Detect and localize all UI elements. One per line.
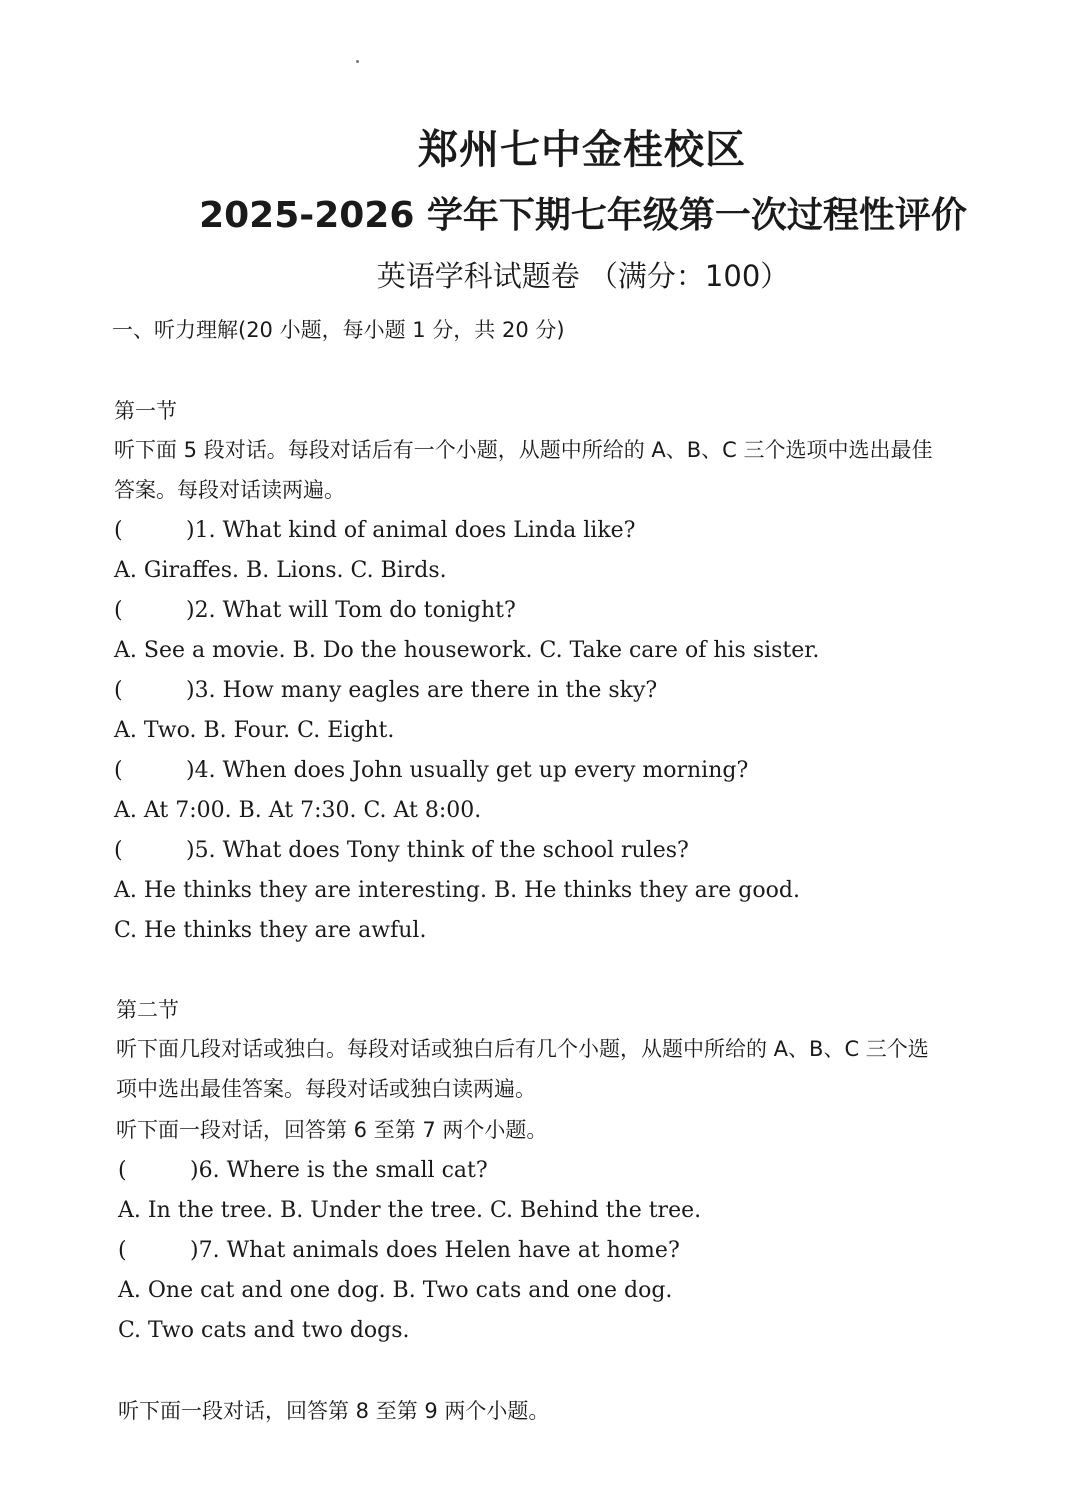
answer-paren: ( [114, 598, 123, 623]
section1-instructions-2: 答案。每段对话读两遍。 [114, 478, 345, 502]
paper-title: 英语学科试题卷 （满分：100） [376, 259, 790, 293]
question-1-options: A. Giraffes. B. Lions. C. Birds. [114, 558, 447, 583]
question-2-options: A. See a movie. B. Do the housework. C. Take care of his sister. [114, 638, 820, 663]
question-stem: )1. What kind of animal does Linda like? [186, 518, 636, 543]
question-7 [118, 1236, 680, 1266]
question-stem: )2. What will Tom do tonight? [186, 598, 516, 623]
section2-instructions-1: 听下面几段对话或独白。每段对话或独白后有几个小题，从题中所给的 A、B、C 三个选 [116, 1037, 929, 1061]
question-4 [114, 756, 748, 786]
school-title: 郑州七中金桂校区 [418, 127, 746, 173]
question-stem: )5. What does Tony think of the school rules? [186, 838, 689, 863]
question-stem: )3. How many eagles are there in the sky? [186, 678, 658, 703]
question-5-options: A. He thinks they are interesting. B. He thinks they are good. [114, 878, 800, 903]
question-stem: )6. Where is the small cat? [190, 1158, 488, 1183]
question-stem: )7. What animals does Helen have at home? [190, 1238, 680, 1263]
answer-paren: ( [114, 758, 123, 783]
question-5 [114, 836, 689, 866]
question-7-options-2: C. Two cats and two dogs. [118, 1318, 410, 1343]
section2-title: 第二节 [116, 998, 179, 1022]
question-5-options-2: C. He thinks they are awful. [114, 918, 427, 943]
section1-title: 第一节 [114, 399, 177, 423]
group-8-9-heading: 听下面一段对话，回答第 8 至第 9 两个小题。 [118, 1399, 550, 1423]
question-stem: )4. When does John usually get up every morning? [186, 758, 749, 783]
question-6 [118, 1156, 488, 1186]
answer-paren: ( [114, 838, 123, 863]
question-6-options: A. In the tree. B. Under the tree. C. Behind the tree. [118, 1198, 702, 1223]
question-3-options: A. Two. B. Four. C. Eight. [114, 718, 395, 743]
question-7-options: A. One cat and one dog. B. Two cats and one dog. [118, 1278, 673, 1303]
answer-paren: ( [114, 678, 123, 703]
answer-paren: ( [118, 1238, 127, 1263]
answer-paren: ( [118, 1158, 127, 1183]
part1-heading: 一、听力理解(20 小题，每小题 1 分，共 20 分) [112, 318, 565, 342]
answer-paren: ( [114, 518, 123, 543]
section1-instructions-1: 听下面 5 段对话。每段对话后有一个小题，从题中所给的 A、B、C 三个选项中选出最佳 [114, 438, 933, 462]
section2-instructions-2: 项中选出最佳答案。每段对话或独白读两遍。 [116, 1077, 536, 1101]
question-4-options: A. At 7:00. B. At 7:30. C. At 8:00. [114, 798, 482, 823]
scan-speck [356, 60, 359, 63]
question-1 [114, 516, 635, 546]
group-6-7-heading: 听下面一段对话，回答第 6 至第 7 两个小题。 [116, 1118, 548, 1142]
question-2 [114, 596, 516, 626]
question-3 [114, 676, 657, 706]
exam-title: 2025-2026 学年下期七年级第一次过程性评价 [199, 195, 967, 236]
